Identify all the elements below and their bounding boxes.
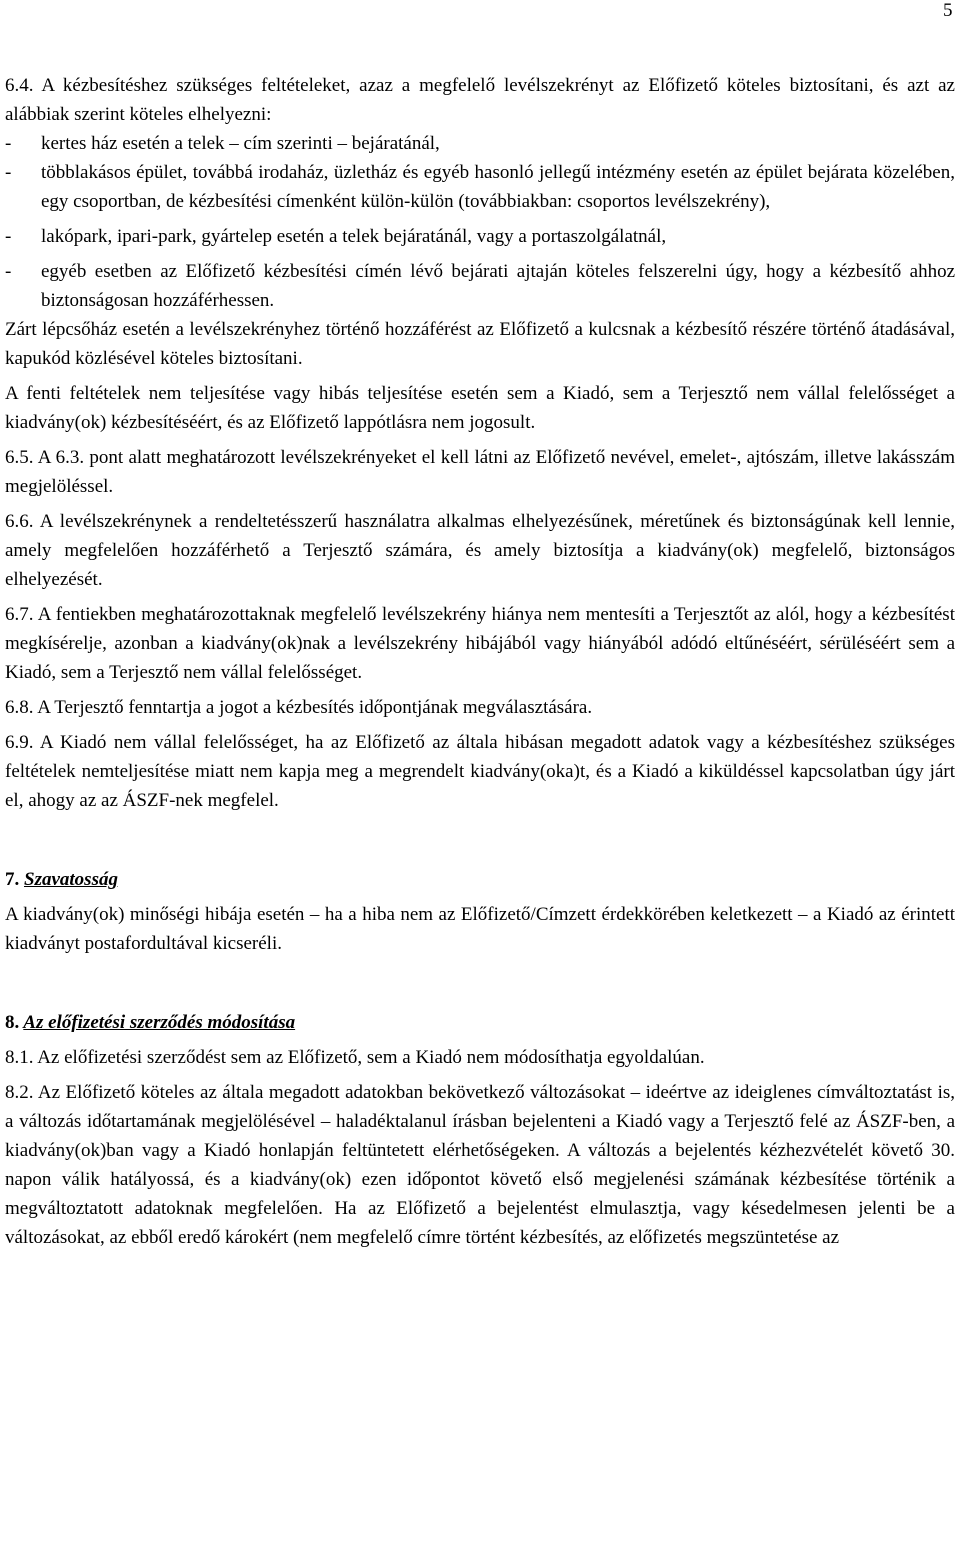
- section-7-number: 7.: [5, 869, 20, 890]
- list-item: [5, 222, 955, 251]
- list-item: [5, 257, 955, 315]
- paragraph-6-9: 6.9. A Kiadó nem vállal felelősséget, ha az Előfizető az általa hibásan megadott adatok vagy a kézbesítéshez szükséges feltételek nemteljesítése miatt nem kapja meg a megrendelt kiadvány(oka)t, és a Kiadó a kiküldéssel kapcsolatban úgy járt el, ahogy az az ÁSZF-nek megfelel.: [5, 732, 955, 811]
- paragraph-conditions: A fenti feltételek nem teljesítése vagy hibás teljesítése esetén sem a Kiadó, sem a Terjesztő nem vállal felelősséget a kiadvány(ok) kézbesítéséért, és az Előfizető lappótlásra nem jogosult.: [5, 383, 955, 433]
- section-7-heading: [5, 865, 955, 894]
- page-number: 5: [943, 0, 953, 21]
- list-dash: -: [5, 133, 12, 154]
- section-7-title: Szavatosság: [24, 869, 118, 890]
- list-item-text: kertes ház esetén a telek – cím szerinti – bejáratánál,: [41, 133, 440, 154]
- list-item-text: egyéb esetben az Előfizető kézbesítési címén lévő bejárati ajtaján köteles felszerelni úgy, hogy a kézbesítő ahhoz biztonságosan hozzáférhessen.: [41, 261, 955, 311]
- paragraph-8-1: 8.1. Az előfizetési szerződést sem az Előfizető, sem a Kiadó nem módosíthatja egyoldalúan.: [5, 1047, 705, 1068]
- paragraph-7: A kiadvány(ok) minőségi hibája esetén – ha a hiba nem az Előfizető/Címzett érdekkörében keletkezett – a Kiadó az érintett kiadványt postafordultával kicseréli.: [5, 904, 955, 954]
- paragraph-6-4-intro: 6.4. A kézbesítéshez szükséges feltételeket, azaz a megfelelő levélszekrényt az Előfizető köteles biztosítani, és azt az alábbiak szerint köteles elhelyezni:: [5, 75, 955, 125]
- paragraph-6-5: 6.5. A 6.3. pont alatt meghatározott levélszekrényeket el kell látni az Előfizető nevével, emelet-, ajtószám, illetve lakásszám megjelöléssel.: [5, 447, 955, 497]
- list-item-text: többlakásos épület, továbbá irodaház, üzletház és egyéb hasonló jellegű intézmény esetén az épület bejárata közelében, egy csoportban, de kézbesítési címenként külön-külön (továbbiakban: csoportos levélszekrény),: [41, 162, 955, 212]
- paragraph-6-6: 6.6. A levélszekrénynek a rendeltetésszerű használatra alkalmas elhelyezésűnek, méretűnek és biztonságúnak kell lennie, amely megfelelően hozzáférhető a Terjesztő számára, és amely biztosítja a kiadvány(ok) megfelelő, biztonságos elhelyezését.: [5, 511, 955, 590]
- list-dash: -: [5, 162, 12, 183]
- section-8-number: 8.: [5, 1012, 20, 1033]
- paragraph-closed-stairwell: Zárt lépcsőház esetén a levélszekrényhez történő hozzáférést az Előfizető a kulcsnak a kézbesítő részére történő átadásával, kapukód közlésével köteles biztosítani.: [5, 319, 955, 369]
- document-body: [5, 71, 955, 1252]
- list-dash: -: [5, 261, 12, 282]
- section-8-heading: [5, 1008, 955, 1037]
- paragraph-8-2: 8.2. Az Előfizető köteles az általa megadott adatokban bekövetkező változásokat – ideértve az ideiglenes címváltoztatást is, a változás időtartamának megjelölésével – haladéktalanul írásban bejelenteni a Kiadó vagy a Terjesztő felé az ÁSZF-ben, a kiadvány(ok)ban vagy a Kiadó honlapján feltüntetett elérhetőségeken. A változás a bejelentés kézhezvételét követő 30. napon válik hatályossá, és a kiadvány(ok) ezen időpontot követő első megjelenési számának kézbesítése történik a megváltoztatott adatoknak megfelelően. Ha az Előfizető a bejelentést elmulasztja, vagy késedelmesen jelenti be a változásokat, az ebből eredő károkért (nem megfelelő címre történt kézbesítés, az előfizetés megszüntetése az: [5, 1082, 955, 1248]
- list-item: [5, 158, 955, 216]
- list-dash: -: [5, 226, 12, 247]
- paragraph-6-7: 6.7. A fentiekben meghatározottaknak megfelelő levélszekrény hiánya nem mentesíti a Terjesztőt az alól, hogy a kézbesítést megkísérelje, azonban a kiadvány(ok)nak a levélszekrény hibájából vagy hiányából adódó eltűnéséért, sérüléséért sem a Kiadó, sem a Terjesztő nem vállal felelősséget.: [5, 604, 955, 683]
- section-8-title: Az előfizetési szerződés módosítása: [23, 1012, 296, 1033]
- list-item: [5, 129, 955, 158]
- paragraph-6-8: 6.8. A Terjesztő fenntartja a jogot a kézbesítés időpontjának megválasztására.: [5, 697, 593, 718]
- list-item-text: lakópark, ipari-park, gyártelep esetén a telek bejáratánál, vagy a portaszolgálatnál,: [41, 226, 667, 247]
